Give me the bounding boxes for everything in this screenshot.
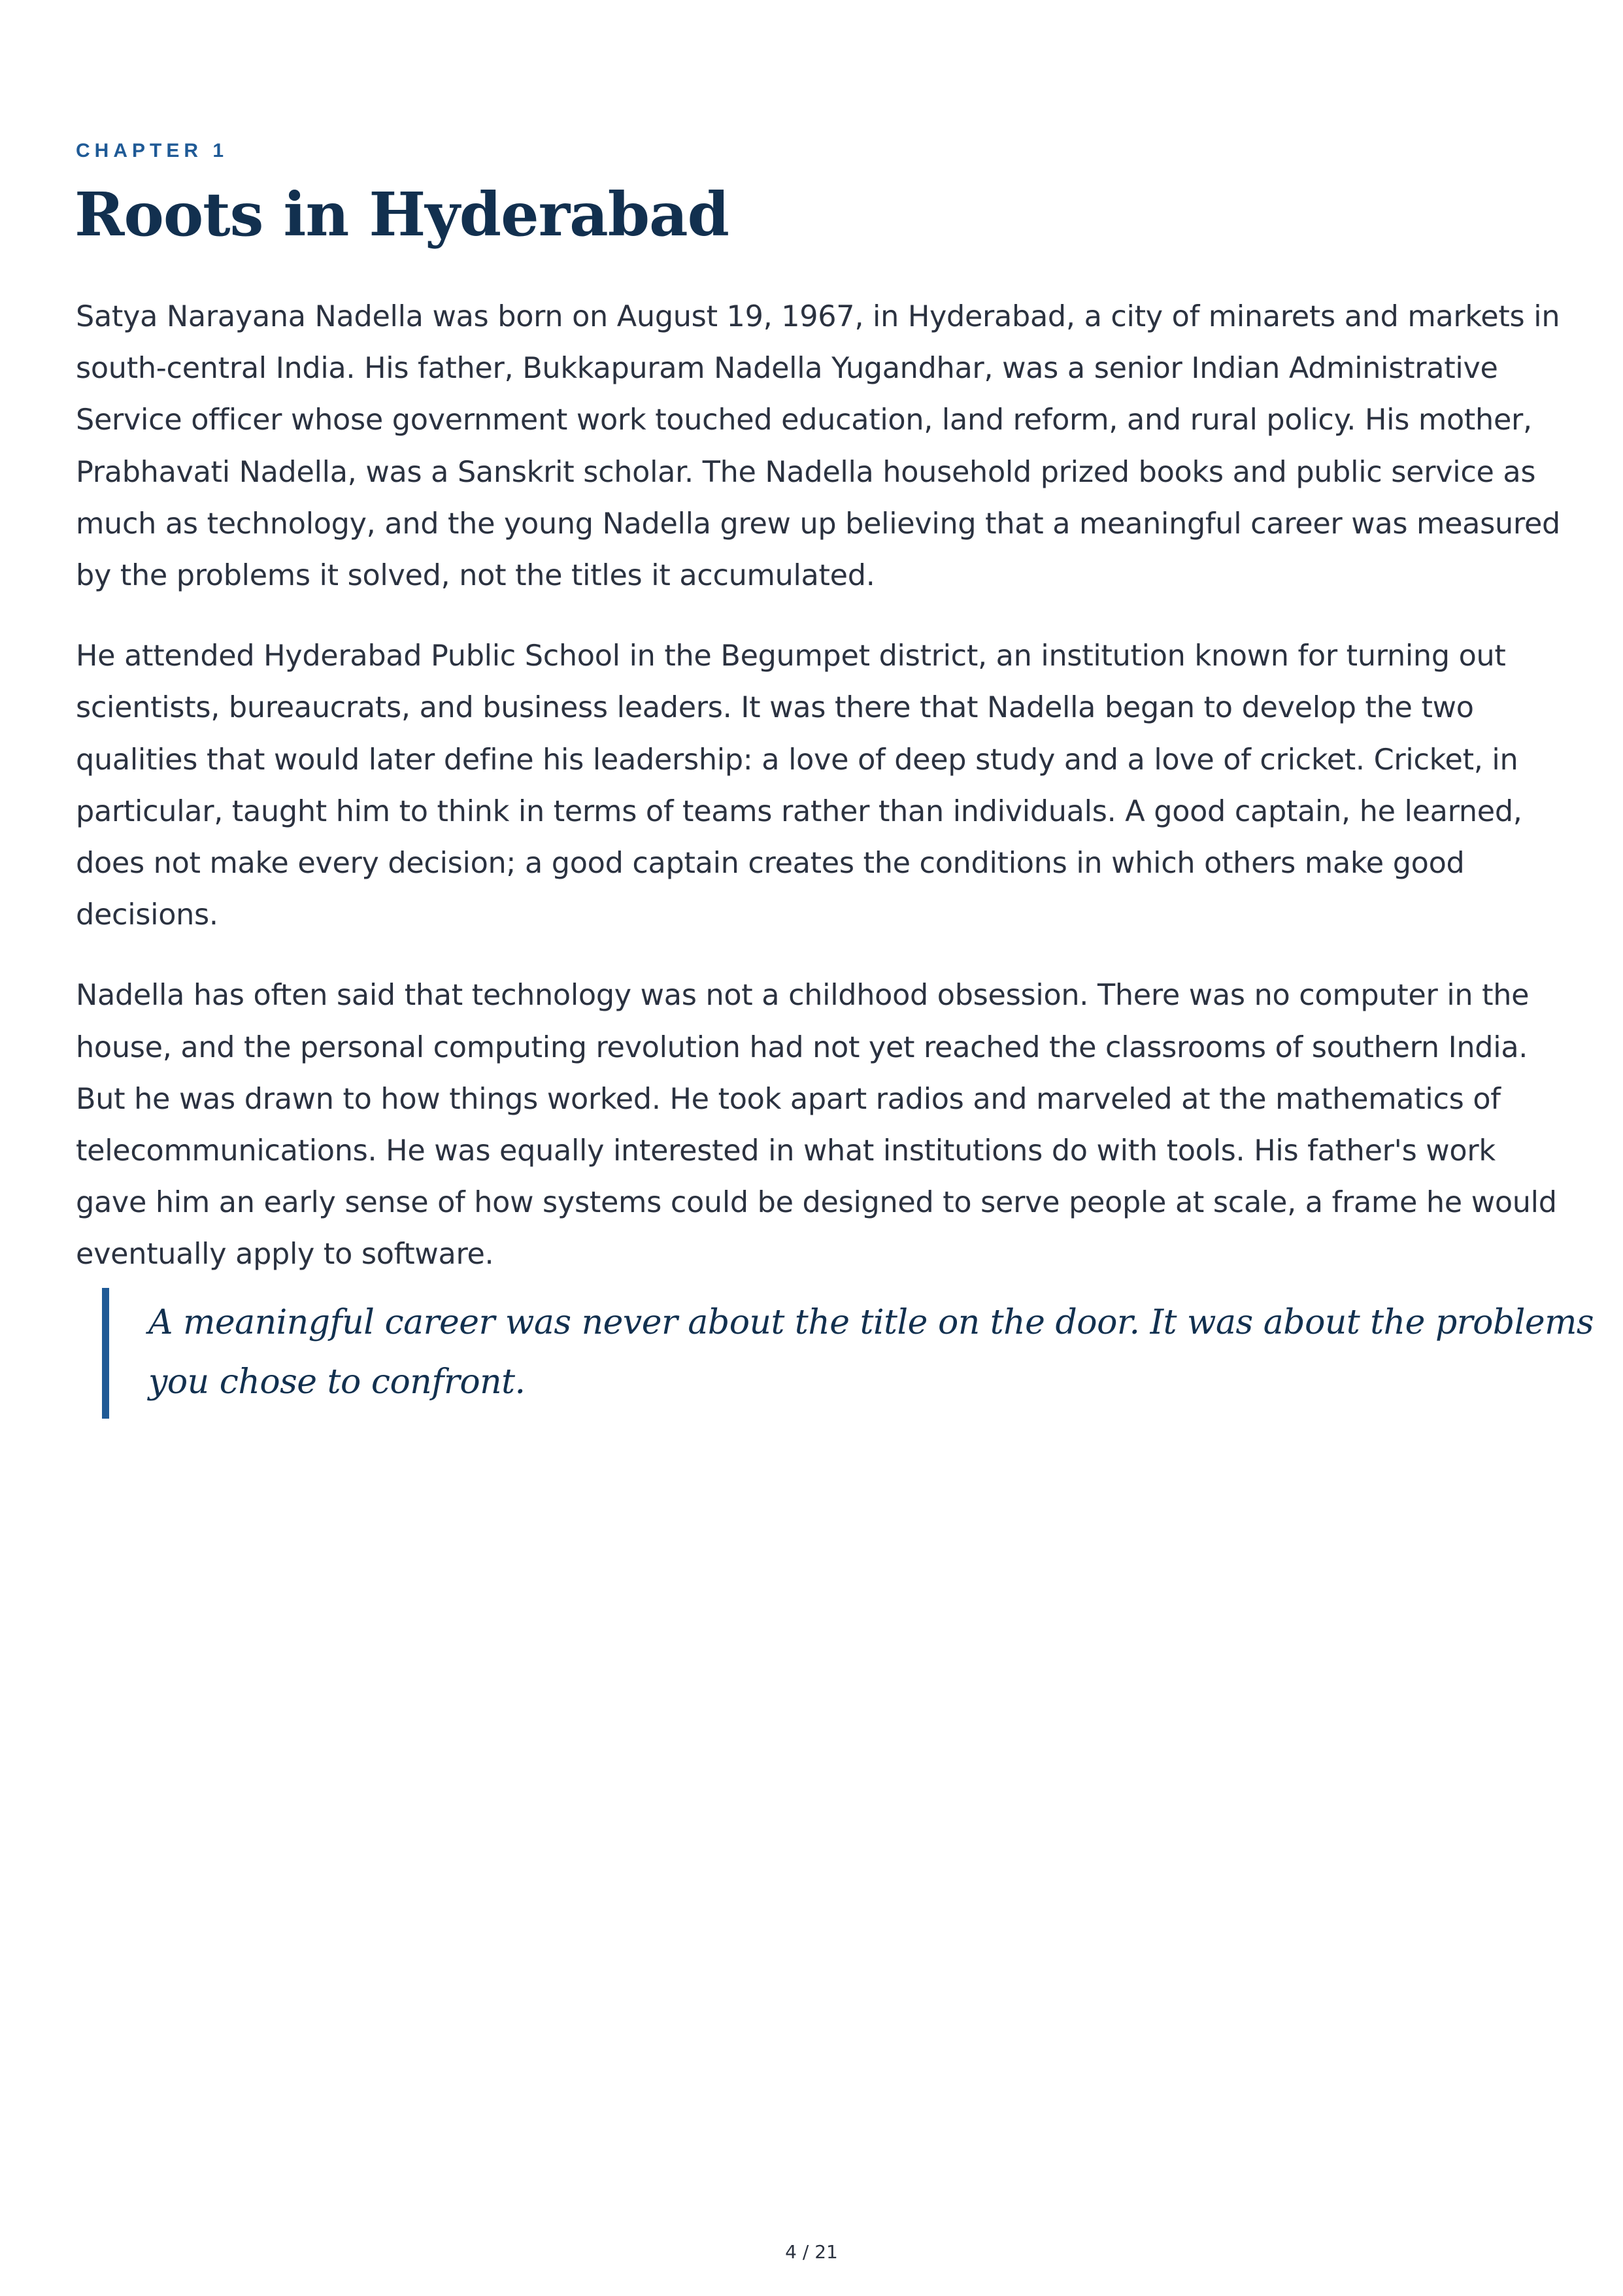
chapter-label: CHAPTER 1: [76, 140, 229, 161]
body-paragraph: Nadella has often said that technology was not a childhood obsession. There was no computer in the house, and the personal computing revolution had not yet reached the classrooms of southern India. But he was drawn to how things worked. He took apart radios and marveled at the mathematics of telecommunications. He was equally interested in what institutions do with tools. His father's work gave him an early sense of how systems could be designed to serve people at scale, a frame he would eventually apply to software.: [76, 979, 1557, 1272]
body-paragraph: He attended Hyderabad Public School in the Begumpet district, an institution known for turning out scientists, bureaucrats, and business leaders. It was there that Nadella began to develop the two qualities that would later define his leadership: a love of deep study and a love of cricket. Cricket, in particular, taught him to think in terms of teams rather than individuals. A good captain, he learned, does not make every decision; a good captain creates the conditions in which others make good decisions.: [76, 639, 1522, 932]
chapter-title: Roots in Hyderabad: [75, 179, 729, 250]
pull-quote-text: A meaningful career was never about the title on the door. It was about the problems you chose to confront.: [148, 1303, 1594, 1402]
body-paragraph: Satya Narayana Nadella was born on August 19, 1967, in Hyderabad, a city of minarets and markets in south-central India. His father, Bukkapuram Nadella Yugandhar, was a senior Indian Administrative Service officer whose government work touched education, land reform, and rural policy. His mother, Prabhavati Nadella, was a Sanskrit scholar. The Nadella household prized books and public service as much as technology, and the young Nadella grew up believing that a meaningful career was measured by the problems it solved, not the titles it accumulated.: [76, 300, 1560, 593]
chapter-body: [76, 291, 1569, 1309]
pull-quote: [102, 1288, 1613, 1419]
page-number: 4 / 21: [785, 2241, 838, 2263]
